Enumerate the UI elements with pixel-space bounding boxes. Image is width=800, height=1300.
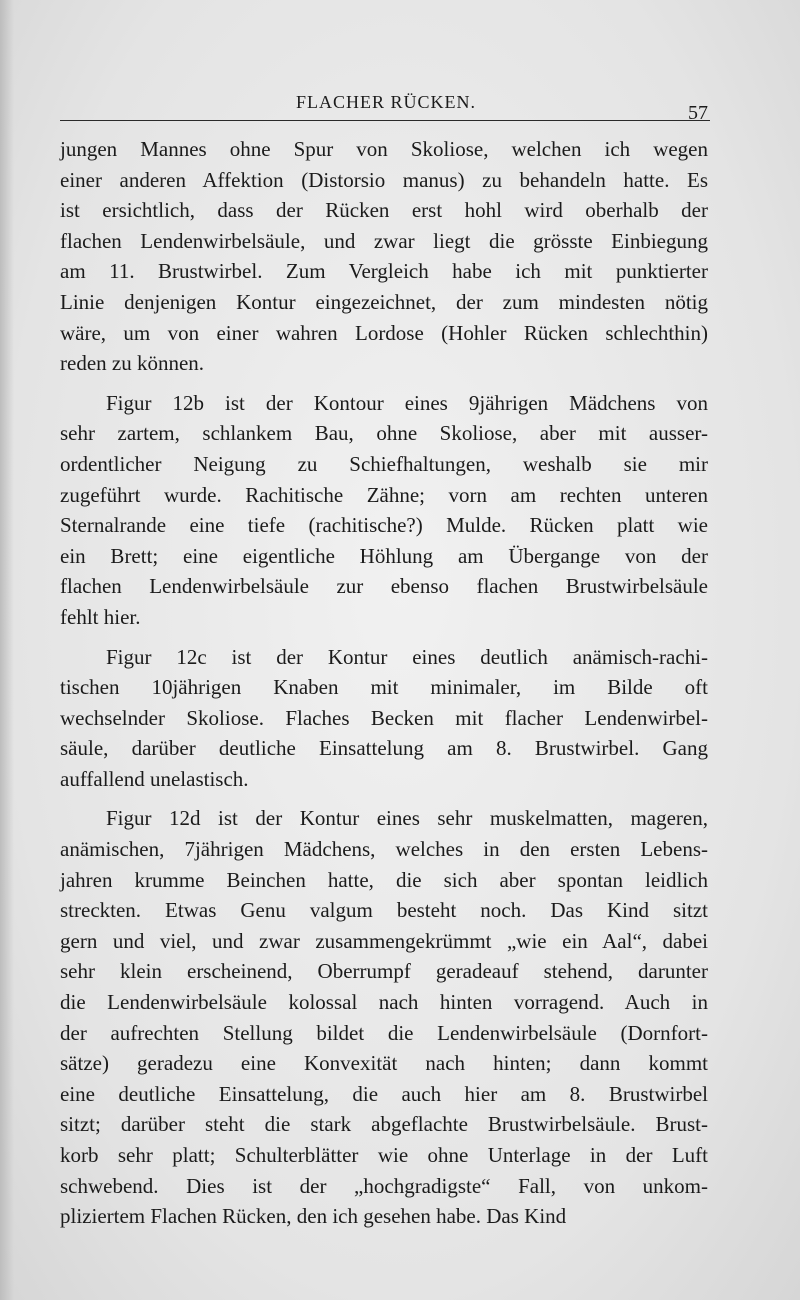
text-line: flachen Lendenwirbelsäule, und zwar liegt die grösste Einbiegung bbox=[60, 228, 708, 253]
text-line: zugeführt wurde. Rachitische Zähne; vorn am rechten unteren bbox=[60, 482, 708, 507]
text-line: Figur 12d ist der Kontur eines sehr muskelmatten, mageren, bbox=[106, 806, 708, 831]
text-line: gern und viel, und zwar zusammengekrümmt „wie ein Aal“, dabei bbox=[60, 928, 708, 953]
paragraph bbox=[60, 134, 708, 379]
text-line: sitzt; darüber steht die stark abgeflachte Brustwirbelsäule. Brust- bbox=[60, 1112, 708, 1137]
text-line: einer anderen Affektion (Distorsio manus) zu behandeln hatte. Es bbox=[60, 167, 708, 192]
text-line: eine deutliche Einsattelung, die auch hier am 8. Brustwirbel bbox=[60, 1081, 708, 1106]
text-line: streckten. Etwas Genu valgum besteht noch. Das Kind sitzt bbox=[60, 898, 708, 923]
text-line: jungen Mannes ohne Spur von Skoliose, welchen ich wegen bbox=[60, 137, 708, 161]
text-line: anämischen, 7jährigen Mädchens, welches in den ersten Lebens- bbox=[60, 837, 708, 862]
text-line: sehr klein erscheinend, Oberrumpf geradeauf stehend, darunter bbox=[60, 959, 708, 984]
text-line: wechselnder Skoliose. Flaches Becken mit flacher Lendenwirbel- bbox=[60, 705, 708, 730]
text-line: Sternalrande eine tiefe (rachitische?) Mulde. Rücken platt wie bbox=[60, 513, 708, 538]
running-head-title: FLACHER RÜCKEN. bbox=[296, 92, 477, 112]
text-line: flachen Lendenwirbelsäule zur ebenso flachen Brustwirbelsäule bbox=[60, 574, 708, 599]
text-line: sehr zartem, schlankem Bau, ohne Skoliose, aber mit ausser- bbox=[60, 421, 708, 446]
text-line: Figur 12b ist der Kontour eines 9jährigen Mädchens von bbox=[106, 390, 708, 415]
text-line: die Lendenwirbelsäule kolossal nach hinten vorragend. Auch in bbox=[60, 990, 708, 1015]
text-line: reden zu können. bbox=[60, 351, 205, 376]
text-line: tischen 10jährigen Knaben mit minimaler, im Bilde oft bbox=[60, 675, 708, 700]
running-head bbox=[60, 92, 710, 122]
body-text bbox=[60, 134, 708, 1232]
text-line: säule, darüber deutliche Einsattelung am 8. Brustwirbel. Gang bbox=[60, 736, 708, 761]
paragraph-gap bbox=[60, 633, 708, 642]
text-line: Figur 12c ist der Kontur eines deutlich anämisch-rachi- bbox=[106, 644, 708, 669]
paragraph bbox=[60, 642, 708, 795]
text-line: pliziertem Flachen Rücken, den ich gesehen habe. Das Kind bbox=[60, 1204, 567, 1229]
text-line: wäre, um von einer wahren Lordose (Hohler Rücken schlechthin) bbox=[60, 320, 708, 345]
text-line: ist ersichtlich, dass der Rücken erst hohl wird oberhalb der bbox=[60, 198, 708, 223]
text-line: sätze) geradezu eine Konvexität nach hinten; dann kommt bbox=[60, 1051, 708, 1076]
paragraph-gap bbox=[60, 794, 708, 803]
text-line: Linie denjenigen Kontur eingezeichnet, der zum mindesten nötig bbox=[60, 289, 708, 314]
text-line: ordentlicher Neigung zu Schiefhaltungen, weshalb sie mir bbox=[60, 451, 708, 476]
page-number: 57 bbox=[688, 102, 708, 124]
paragraph-gap bbox=[60, 379, 708, 388]
paragraph bbox=[60, 388, 708, 633]
text-line: korb sehr platt; Schulterblätter wie ohne Unterlage in der Luft bbox=[60, 1143, 708, 1167]
paragraph bbox=[60, 803, 708, 1231]
header-rule bbox=[60, 120, 710, 121]
text-line: der aufrechten Stellung bildet die Lendenwirbelsäule (Dornfort- bbox=[60, 1020, 708, 1045]
text-line: auffallend unelastisch. bbox=[60, 766, 249, 791]
text-line: ein Brett; eine eigentliche Höhlung am Übergange von der bbox=[60, 543, 708, 568]
text-line: fehlt hier. bbox=[60, 604, 141, 629]
text-line: am 11. Brustwirbel. Zum Vergleich habe ich mit punktierter bbox=[60, 259, 708, 284]
text-line: schwebend. Dies ist der „hochgradigste“ Fall, von unkom- bbox=[60, 1173, 708, 1198]
text-line: jahren krumme Beinchen hatte, die sich aber spontan leidlich bbox=[60, 867, 708, 892]
binding-shadow bbox=[0, 0, 14, 1300]
